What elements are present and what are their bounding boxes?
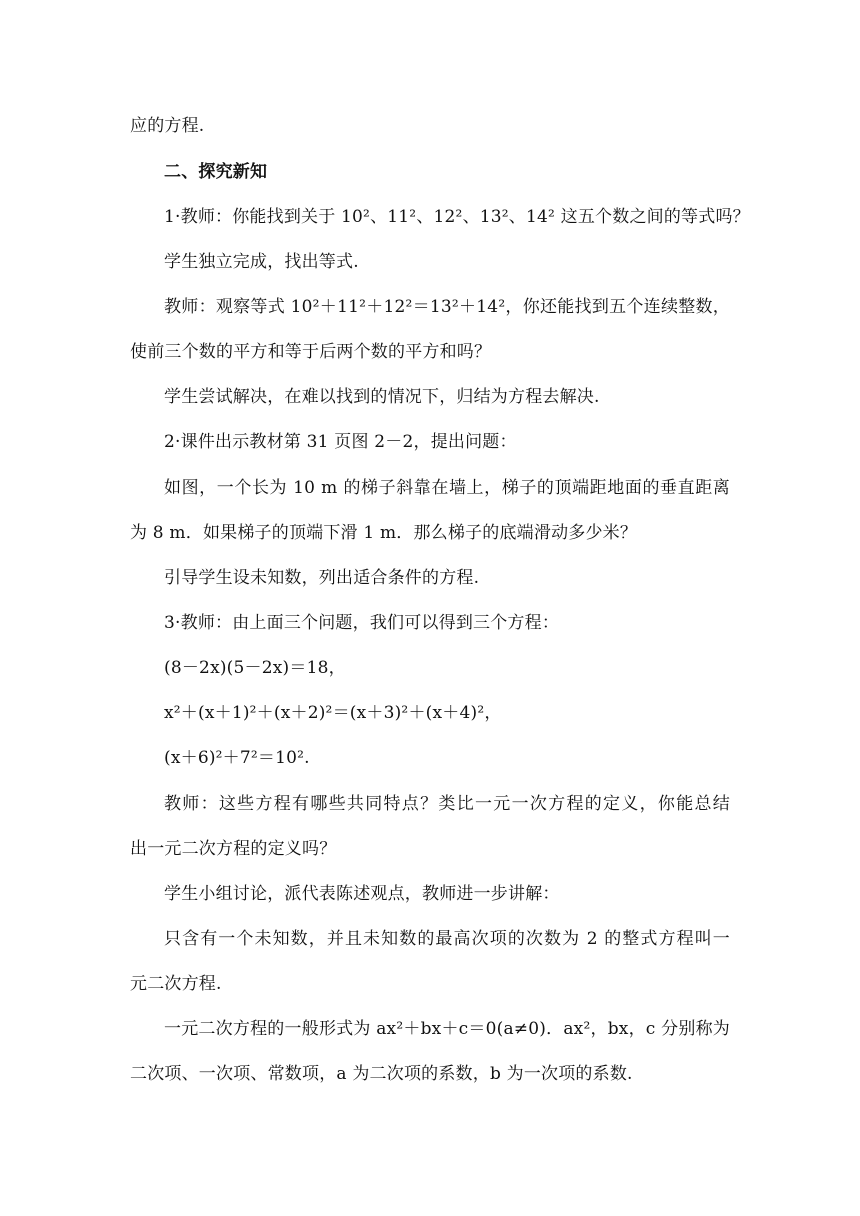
text-line: 为 8 m．如果梯子的顶端下滑 1 m．那么梯子的底端滑动多少米？ — [130, 523, 638, 543]
text-line: 二次项、一次项、常数项，a 为二次项的系数，b 为一次项的系数. — [130, 1064, 633, 1084]
text-line: 学生尝试解决，在难以找到的情况下，归结为方程去解决. — [164, 387, 600, 407]
text-line: 教师：观察等式 10²＋11²＋12²＝13²＋14²，你还能找到五个连续整数， — [164, 297, 730, 317]
text-line: 3·教师：由上面三个问题，我们可以得到三个方程： — [164, 613, 560, 633]
text-line: 使前三个数的平方和等于后两个数的平方和吗？ — [130, 342, 492, 362]
equation-line: (x＋6)²＋7²＝10². — [164, 748, 310, 768]
text-line: 引导学生设未知数，列出适合条件的方程. — [164, 568, 480, 588]
text-line: 出一元二次方程的定义吗？ — [130, 839, 337, 859]
section-heading: 二、探究新知 — [164, 162, 268, 182]
text-line: 元二次方程. — [130, 974, 222, 994]
text-line: 一元二次方程的一般形式为 ax²＋bx＋c＝0(a≠0)．ax²，bx，c 分别称为 — [164, 1019, 730, 1039]
text-line: 1·教师：你能找到关于 10²、11²、12²、13²、14² 这五个数之间的等式吗？ — [164, 207, 750, 227]
equation-line: x²＋(x＋1)²＋(x＋2)²＝(x＋3)²＋(x＋4)²， — [164, 703, 502, 723]
equation-line: (8－2x)(5－2x)＝18， — [164, 658, 346, 678]
text-line: 只含有一个未知数，并且未知数的最高次项的次数为 2 的整式方程叫一 — [164, 929, 730, 949]
text-line: 教师：这些方程有哪些共同特点？类比一元一次方程的定义，你能总结 — [164, 794, 730, 814]
text-line: 学生小组讨论，派代表陈述观点，教师进一步讲解： — [164, 884, 560, 904]
text-line: 学生独立完成，找出等式. — [164, 252, 359, 272]
text-line: 2·课件出示教材第 31 页图 2－2，提出问题： — [164, 432, 517, 452]
text-line: 应的方程. — [130, 116, 205, 136]
text-line: 如图，一个长为 10 m 的梯子斜靠在墙上，梯子的顶端距地面的垂直距离 — [164, 478, 730, 498]
